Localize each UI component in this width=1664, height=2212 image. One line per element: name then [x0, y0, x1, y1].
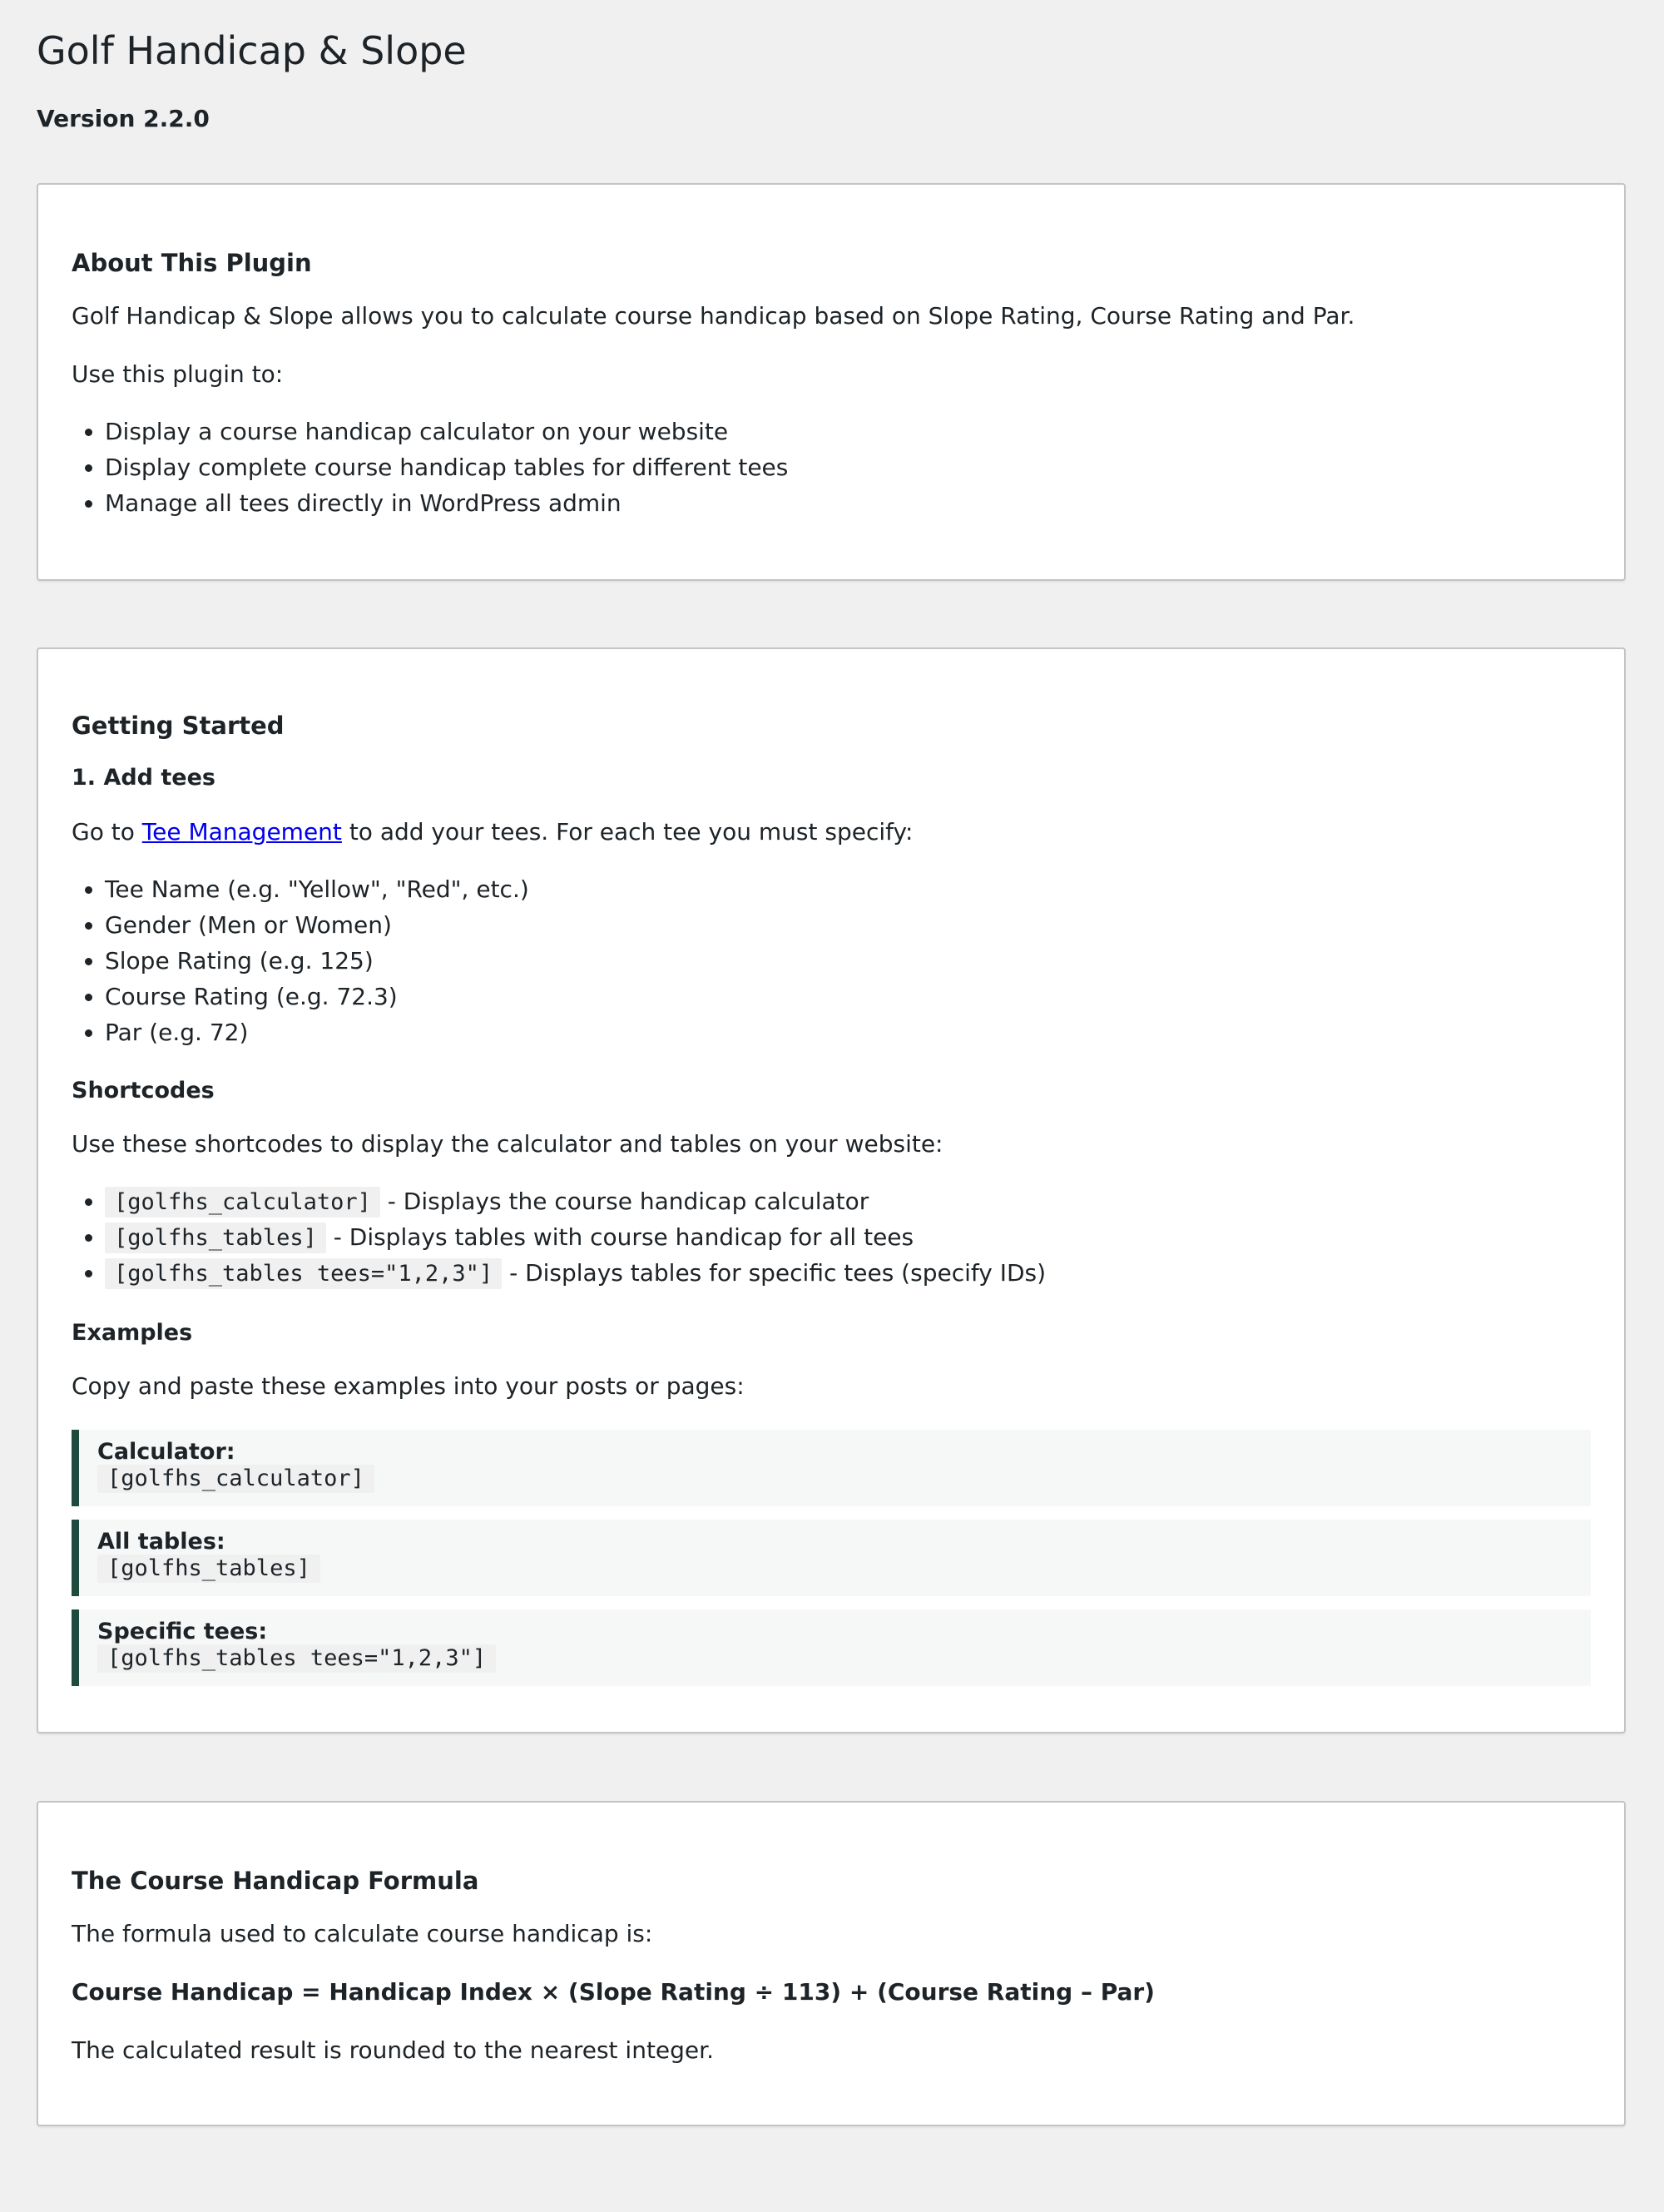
shortcode-description: - Displays tables for specific tees (specify IDs): [509, 1259, 1047, 1287]
list-item: • Par (e.g. 72): [105, 1019, 529, 1054]
add-tees-heading: 1. Add tees: [72, 765, 215, 791]
shortcodes-heading: Shortcodes: [72, 1078, 215, 1104]
about-intro: Golf Handicap & Slope allows you to calculate course handicap based on Slope Rating, Course Rating and Par.: [72, 302, 1355, 330]
add-tees-prefix: Go to: [72, 818, 135, 846]
formula-heading: The Course Handicap Formula: [72, 1867, 479, 1895]
shortcode-description: - Displays the course handicap calculator: [387, 1188, 869, 1215]
list-item: • Slope Rating (e.g. 125): [105, 947, 529, 983]
about-card: [37, 183, 1626, 581]
example-calculator: [72, 1430, 1591, 1506]
list-item: • Display a course handicap calculator on your website: [105, 418, 788, 454]
example-label: Calculator:: [97, 1439, 235, 1465]
getting-started-heading: Getting Started: [72, 712, 285, 740]
example-code[interactable]: [golfhs_tables]: [97, 1555, 320, 1583]
list-item: • Manage all tees directly in WordPress admin: [105, 489, 788, 525]
example-code[interactable]: [golfhs_tables tees="1,2,3"]: [97, 1644, 496, 1673]
example-all-tables: [72, 1520, 1591, 1596]
formula-text: Course Handicap = Handicap Index × (Slope Rating ÷ 113) + (Course Rating – Par): [72, 1978, 1155, 2006]
list-item: [105, 1259, 1046, 1295]
shortcodes-intro: Use these shortcodes to display the calculator and tables on your website:: [72, 1130, 943, 1158]
formula-card: [37, 1801, 1626, 2126]
shortcode-description: - Displays tables with course handicap for all tees: [333, 1223, 914, 1251]
formula-note: The calculated result is rounded to the nearest integer.: [72, 2036, 714, 2064]
about-use-label: Use this plugin to:: [72, 360, 284, 388]
list-item: • Display complete course handicap tables for different tees: [105, 454, 788, 489]
plugin-version: Version 2.2.0: [37, 105, 210, 132]
examples-intro: Copy and paste these examples into your posts or pages:: [72, 1372, 745, 1400]
shortcode-code[interactable]: [golfhs_tables]: [105, 1223, 326, 1253]
example-label: All tables:: [97, 1529, 225, 1555]
about-feature-list: [38, 418, 788, 525]
example-specific-tees: [72, 1609, 1591, 1686]
shortcode-code[interactable]: [golfhs_calculator]: [105, 1187, 380, 1218]
list-item: • Gender (Men or Women): [105, 911, 529, 947]
shortcodes-list: [38, 1188, 1046, 1295]
tee-fields-list: [38, 875, 529, 1054]
list-item: • Tee Name (e.g. "Yellow", "Red", etc.): [105, 875, 529, 911]
getting-started-card: [37, 647, 1626, 1733]
list-item: [105, 1223, 1046, 1259]
example-label: Specific tees:: [97, 1619, 268, 1644]
about-heading: About This Plugin: [72, 249, 312, 277]
examples-heading: Examples: [72, 1320, 193, 1346]
tee-management-link[interactable]: Tee Management: [141, 818, 342, 846]
formula-intro: The formula used to calculate course handicap is:: [72, 1920, 653, 1947]
add-tees-suffix: to add your tees. For each tee you must specify:: [349, 818, 914, 846]
list-item: • Course Rating (e.g. 72.3): [105, 983, 529, 1019]
add-tees-instruction: [72, 818, 913, 846]
shortcode-code[interactable]: [golfhs_tables tees="1,2,3"]: [105, 1258, 502, 1289]
page-title: Golf Handicap & Slope: [37, 28, 467, 73]
example-code[interactable]: [golfhs_calculator]: [97, 1465, 374, 1493]
list-item: [105, 1188, 1046, 1223]
